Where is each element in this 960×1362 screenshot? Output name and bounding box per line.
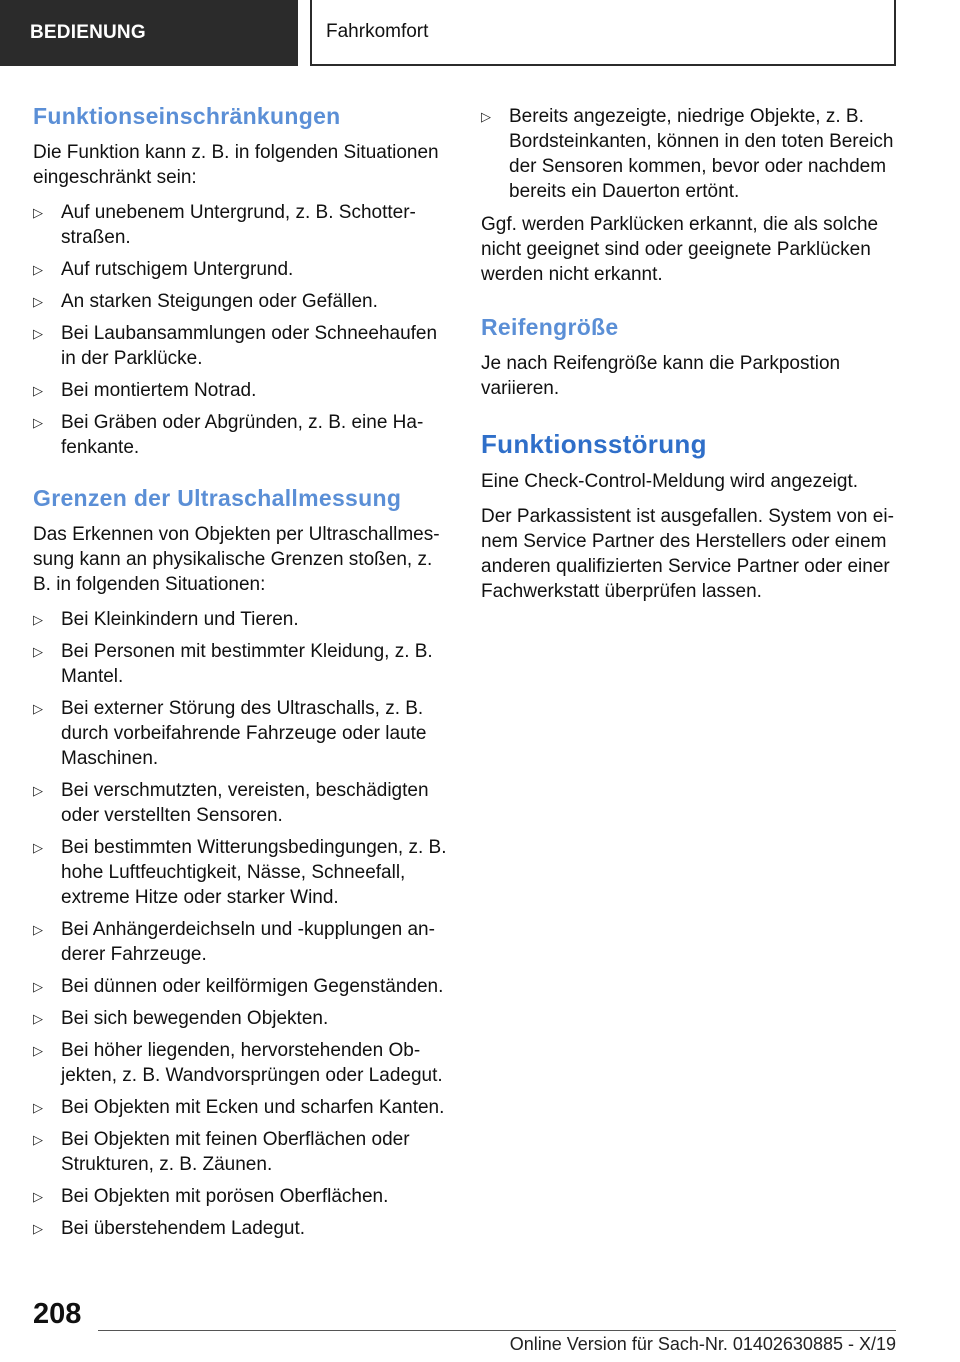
paragraph-check-control: Eine Check-Control-Meldung wird angezeigt. [481, 471, 859, 492]
triangle-bullet-icon: ▷ [33, 326, 43, 341]
list-item: ▷ Bei bestimmten Witterungsbedingungen, z. B. hohe Luftfeuchtigkeit, Nässe, Schneefall, extreme Hitze oder starker Wind. [33, 837, 447, 908]
paragraph-parkluecken: Ggf. werden Parklücken erkannt, die als solche nicht geeignet sind oder geeignete Parklücken werden nicht erkannt. [481, 214, 879, 285]
list-item: ▷ Auf unebenem Untergrund, z. B. Schotterstraßen. [33, 202, 416, 248]
list-item: ▷ Bei dünnen oder keilförmigen Gegenständen. [33, 976, 444, 997]
triangle-bullet-icon: ▷ [33, 783, 43, 798]
right-column [481, 100, 897, 614]
triangle-bullet-icon: ▷ [481, 109, 491, 124]
triangle-bullet-icon: ▷ [33, 1100, 43, 1115]
paragraph-parkassistent: Der Parkassistent ist ausgefallen. System von einem Service Partner des Herstellers oder einem anderen qualifizierten Service Partner oder einer Fachwerkstatt überprüfen lassen. [481, 506, 894, 602]
page-number: 208 [33, 1298, 82, 1330]
triangle-bullet-icon: ▷ [33, 205, 43, 220]
list-item: ▷ Bei überstehendem Ladegut. [33, 1218, 306, 1239]
heading-grenzen-ultraschall: Grenzen der Ultraschallmessung [33, 485, 402, 511]
triangle-bullet-icon: ▷ [33, 612, 43, 627]
list-item: ▷ Bei Anhängerdeichseln und ‑kupplungen anderer Fahrzeuge. [33, 919, 435, 965]
list-item: ▷ Bei Personen mit bestimmter Kleidung, z. B. Mantel. [33, 641, 433, 687]
intro-funktionseinschraenkungen: Die Funktion kann z. B. in folgenden Situationen eingeschränkt sein: [33, 142, 439, 188]
triangle-bullet-icon: ▷ [33, 922, 43, 937]
list-item: ▷ Bei höher liegenden, hervorstehenden Objekten, z. B. Wandvorsprüngen oder Ladegut. [33, 1040, 443, 1086]
triangle-bullet-icon: ▷ [33, 1011, 43, 1026]
list-item: ▷ Bei Gräben oder Abgründen, z. B. eine Hafenkante. [33, 412, 424, 458]
section-label: BEDIENUNG [0, 0, 298, 66]
list-item: ▷ Bei Kleinkindern und Tieren. [33, 609, 299, 630]
heading-reifengroesse: Reifengröße [481, 314, 619, 340]
triangle-bullet-icon: ▷ [33, 1043, 43, 1058]
heading-funktionsstoerung: Funktionsstörung [481, 429, 707, 459]
heading-funktionseinschraenkungen: Funktionseinschränkungen [33, 103, 341, 129]
chapter-label: Fahrkomfort [310, 0, 896, 66]
triangle-bullet-icon: ▷ [33, 1189, 43, 1204]
triangle-bullet-icon: ▷ [33, 840, 43, 855]
list-grenzen-ultraschall [33, 607, 449, 1241]
list-item: ▷ Bei Laubansammlungen oder Schneehaufen in der Parklücke. [33, 323, 438, 369]
footer-version-text: Online Version für Sach-Nr. 01402630885 - X/19 [509, 1334, 896, 1354]
intro-grenzen-ultraschall: Das Erkennen von Objekten per Ultraschallmessung kann an physikalische Grenzen stoßen, z. B. in folgenden Situationen: [33, 524, 440, 595]
list-item: ▷ Bereits angezeigte, niedrige Objekte, z. B. Bordsteinkanten, können in den toten Bereich der Sensoren kommen, bevor oder nachdem bereits ein Dauerton ertönt. [481, 106, 894, 202]
triangle-bullet-icon: ▷ [33, 294, 43, 309]
triangle-bullet-icon: ▷ [33, 701, 43, 716]
list-item: ▷ Auf rutschigem Untergrund. [33, 259, 294, 280]
triangle-bullet-icon: ▷ [33, 979, 43, 994]
triangle-bullet-icon: ▷ [33, 1221, 43, 1236]
list-item: ▷ Bei Objekten mit feinen Oberflächen oder Strukturen, z. B. Zäunen. [33, 1129, 410, 1175]
paragraph-reifengroesse: Je nach Reifengröße kann die Parkpostion variieren. [481, 353, 841, 399]
triangle-bullet-icon: ▷ [33, 644, 43, 659]
triangle-bullet-icon: ▷ [33, 383, 43, 398]
list-item: ▷ Bei verschmutzten, vereisten, beschädigten oder verstellten Sensoren. [33, 780, 429, 826]
list-item: ▷ Bei montiertem Notrad. [33, 380, 257, 401]
list-item: ▷ An starken Steigungen oder Gefällen. [33, 291, 378, 312]
triangle-bullet-icon: ▷ [33, 262, 43, 277]
list-continued [481, 104, 897, 204]
list-item: ▷ Bei Objekten mit porösen Oberflächen. [33, 1186, 389, 1207]
triangle-bullet-icon: ▷ [33, 1132, 43, 1147]
list-funktionseinschraenkungen [33, 200, 449, 460]
page-header [0, 0, 960, 66]
left-column [33, 100, 449, 1249]
list-item: ▷ Bei externer Störung des Ultraschalls, z. B. durch vorbeifahrende Fahrzeuge oder laute Maschinen. [33, 698, 427, 769]
footer-divider [98, 1330, 896, 1331]
triangle-bullet-icon: ▷ [33, 415, 43, 430]
list-item: ▷ Bei Objekten mit Ecken und scharfen Kanten. [33, 1097, 445, 1118]
list-item: ▷ Bei sich bewegenden Objekten. [33, 1008, 329, 1029]
